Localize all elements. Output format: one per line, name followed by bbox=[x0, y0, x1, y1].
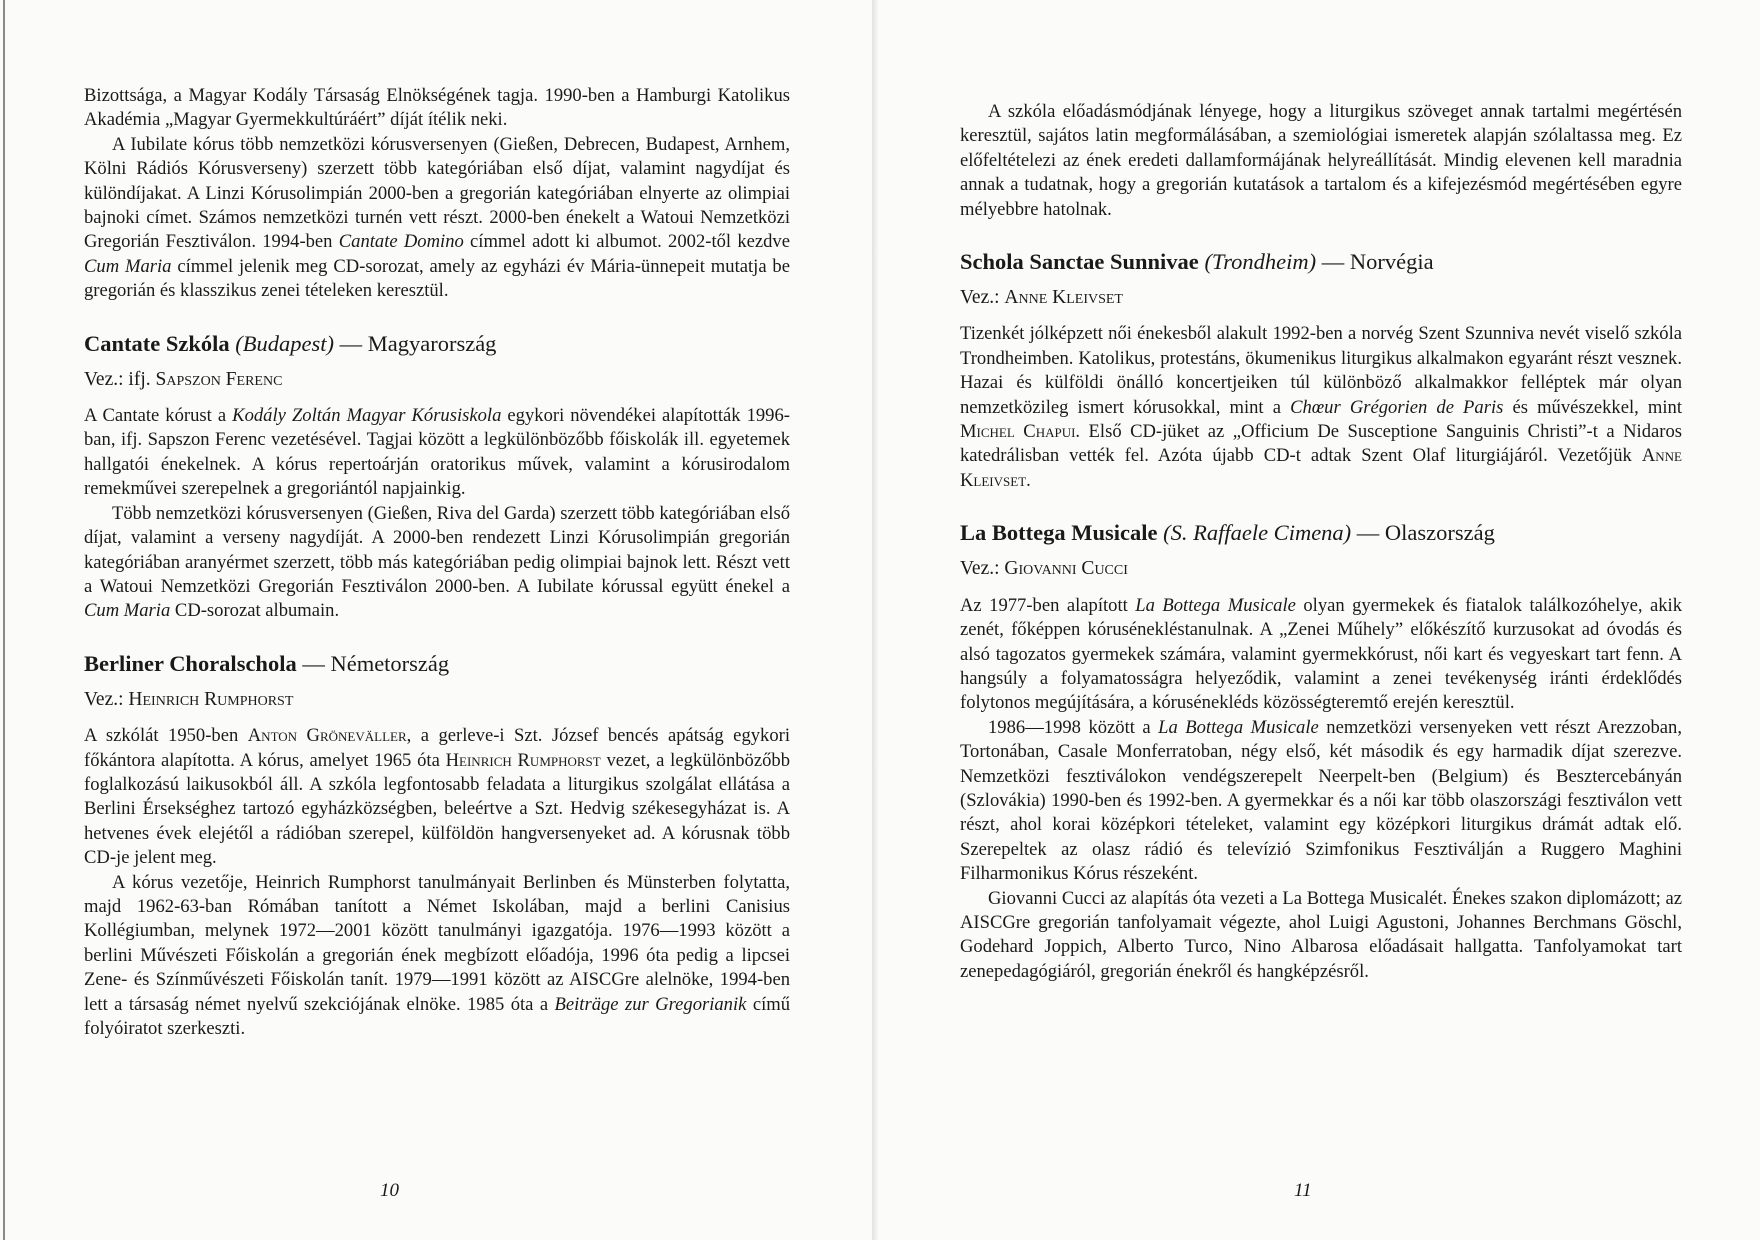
paragraph: A Cantate kórust a Kodály Zoltán Magyar Kórusiskola egykori növendékei alapították 1996-ban, ifj. Sapszon Ferenc vezetésével. Tagjai között a legkülönbözőbb főiskolák ill. egyetemek hallgatói énekelnek. A kórus repertoárján oratorikus művek, valamint a kórusirodalom remekművei szerepelnek a gregoriántól napjainkig. bbox=[84, 405, 790, 500]
paragraph: A kórus vezetője, Heinrich Rumphorst tanulmányait Berlinben és Münsterben folytatta, majd 1962-63-ban Rómában tanított a Német Iskolában, majd a berlini Canisius Kollégiumban, melynek 1972—2001 között tanulmányi igazgatója. 1976—1993 között a berlini Művészeti Főiskolán a gregorián ének megbízott előadója, 1996 óta pedig a lipcsei Zene- és Színművészeti Főiskolán tanít. 1979—1991 között az AISCGre alelnöke, 1994-ben lett a társaság német nyelvű szekciójának elnöke. 1985 óta a Beiträge zur Gregorianik című folyóiratot szerkeszti. bbox=[84, 871, 791, 1039]
right-text-column bbox=[960, 100, 1682, 984]
page-number: 11 bbox=[1294, 1180, 1312, 1201]
conductor-line: Vez.: Anne Kleivset bbox=[960, 287, 1123, 309]
section-heading-cantate: Cantate Szkóla (Budapest) — Magyarország bbox=[84, 330, 497, 356]
conductor-line: Vez.: ifj. Sapszon Ferenc bbox=[84, 368, 283, 390]
paragraph: Tizenkét jólképzett női énekesből alakult 1992-ben a norvég Szent Szunniva nevét viselő szkóla Trondheimben. Katolikus, protestáns, ökumenikus liturgikus alkalmakon egyaránt részt vesznek. Hazai és külföldi önálló koncertjeiken túl különböző alkalmakkor felléptek már olyan nemzetközileg ismert kórusokkal, mint a Chœur Grégorien de Paris és művészekkel, mint Michel Chapui. Első CD-jüket az „Officium De Susceptione Sanguinis Christi”-t a Nidaros katedrálisban vették fel. Azóta újabb CD-t adtak Szent Olaf liturgiájáról. Vezetőjük Anne Kleivset. bbox=[960, 323, 1682, 491]
left-page bbox=[0, 0, 878, 1240]
right-page bbox=[878, 0, 1760, 1240]
paragraph: A szkóla előadásmódjának lényege, hogy a liturgikus szöveget annak tartalmi megértésén keresztül, sajátos latin megformálásában, a szemiológiai ismeretek alapján szólaltassa meg. Ez előfeltételezi az ének eredeti dallamformájának helyreállítását. Mindig elevenen kell maradnia annak a tudatnak, hogy a gregorián kutatások a tartalom és a kifejezésmód megértésében egyre mélyebbre hatolnak. bbox=[960, 101, 1682, 220]
conductor-line: Vez.: Heinrich Rumphorst bbox=[84, 688, 294, 710]
paragraph: Több nemzetközi kórusversenyen (Gießen, Riva del Garda) szerzett több kategóriában első díjat, valamint a verseny nagydíját. A 2000-ben rendezett Linzi Kórusolimpián gregorián kategóriában aranyérmet szerzett, több más kategóriában pedig olimpiai bajnok lett. Részt vett a Watoui Nemzetközi Gregorián Fesztiválon 2000-ben. A Iubilate kórussal együtt énekel a Cum Maria CD-sorozat albumain. bbox=[84, 502, 790, 622]
paragraph: Az 1977-ben alapított La Bottega Musicale olyan gyermekek és fiatalok találkozóhelye, akik zenét, főképpen kórusénekléstanulnak. A „Zenei Műhely” előkészítő kurzusokat ad óvodás és alsó tagozatos gyermekek számára, valamint gyermekkórust, női kart és vegyeskart tart fenn. A hangsúly a folyamatosságra helyeződik, valamint a zenei tevékenység iránti érdeklődés folytonos megújítására, a kórusénekléds közösségteremtő erején keresztül. bbox=[960, 594, 1683, 714]
paragraph: A Iubilate kórus több nemzetközi kórusversenyen (Gießen, Debrecen, Budapest, Arnhem, Kölni Rádiós Kórusverseny) szerzett több kategóriában első díjat, valamint nagydíjat és különdíjakat. A Linzi Kórusolimpián 2000-ben a gregorián kategóriában elnyerte az olimpiai bajnoki címet. Számos nemzetközi turnén vett részt. 2000-ben énekelt a Watoui Nemzetközi Gregorián Fesztiválon. 1994-ben Cantate Domino címmel adott ki albumot. 2002-től kezdve Cum Maria címmel jelenik meg CD-sorozat, amely az egyházi év Mária-ünnepeit mutatja be gregorián és klasszikus zenei tételeken keresztül. bbox=[84, 133, 790, 302]
left-text-column bbox=[84, 84, 790, 1041]
paragraph: Bizottsága, a Magyar Kodály Társaság Elnökségének tagja. 1990-ben a Hamburgi Katolikus Akadémia „Magyar Gyermekkultúráért” díját ítélik neki. bbox=[84, 85, 790, 131]
paragraph: 1986—1998 között a La Bottega Musicale nemzetközi versenyeken vett részt Arezzoban, Tortonában, Casale Monferratoban, négy első, két második és egy harmadik díjat szerezve. Nemzetközi fesztiválokon vendégszerepelt Neerpelt-ben (Belgium) és Besztercebányán (Szlovákia) 1990-ben és 1992-ben. A gyermekkar és a női kar több olaszországi fesztiválon vett részt, ahol korai középkori tételeket, valamint egy középkori liturgikus drámát adtak elő. Szerepeltek az olasz rádió és televízió Szimfonikus Fesztiválján a Ruggero Maghini Filharmonikus Kórus részeként. bbox=[960, 716, 1682, 885]
page-number: 10 bbox=[380, 1180, 399, 1201]
scan-edge-line bbox=[3, 0, 5, 1240]
conductor-line: Vez.: Giovanni Cucci bbox=[960, 558, 1128, 580]
section-heading-berliner: Berliner Choralschola — Németország bbox=[84, 650, 450, 676]
section-heading-bottega: La Bottega Musicale (S. Raffaele Cimena) — Olaszország bbox=[960, 520, 1495, 546]
paragraph: A szkólát 1950-ben Anton Gröneväller, a gerleve-i Szt. József bencés apátság egykori főkántora alapította. A kórus, amelyet 1965 óta Heinrich Rumphorst vezet, a legkülönbözőbb foglalkozású laikusokból áll. A szkóla legfontosabb feladata a liturgikus szolgálat ellátása a Berlini Érsekséghez tartozó egyházközségben, beleértve a Szt. Hedvig székesegyházat is. A hetvenes évek elejétől a rádióban szerepel, külföldön hangversenyeket ad. A kórusnak több CD-je jelent meg. bbox=[84, 725, 790, 869]
paragraph: Giovanni Cucci az alapítás óta vezeti a La Bottega Musicalét. Énekes szakon diplomázott; az AISCGre gregorián tanfolyamait végezte, ahol Luigi Agustoni, Johannes Berchmans Göschl, Godehard Joppich, Alberto Turco, Nino Albarosa előadásait hallgatta. Tanfolyamokat tart zenepedagógiáról, gregorián énekről és hangképzésről. bbox=[960, 887, 1682, 982]
section-heading-sunnivae: Schola Sanctae Sunnivae (Trondheim) — Norvégia bbox=[960, 249, 1434, 275]
